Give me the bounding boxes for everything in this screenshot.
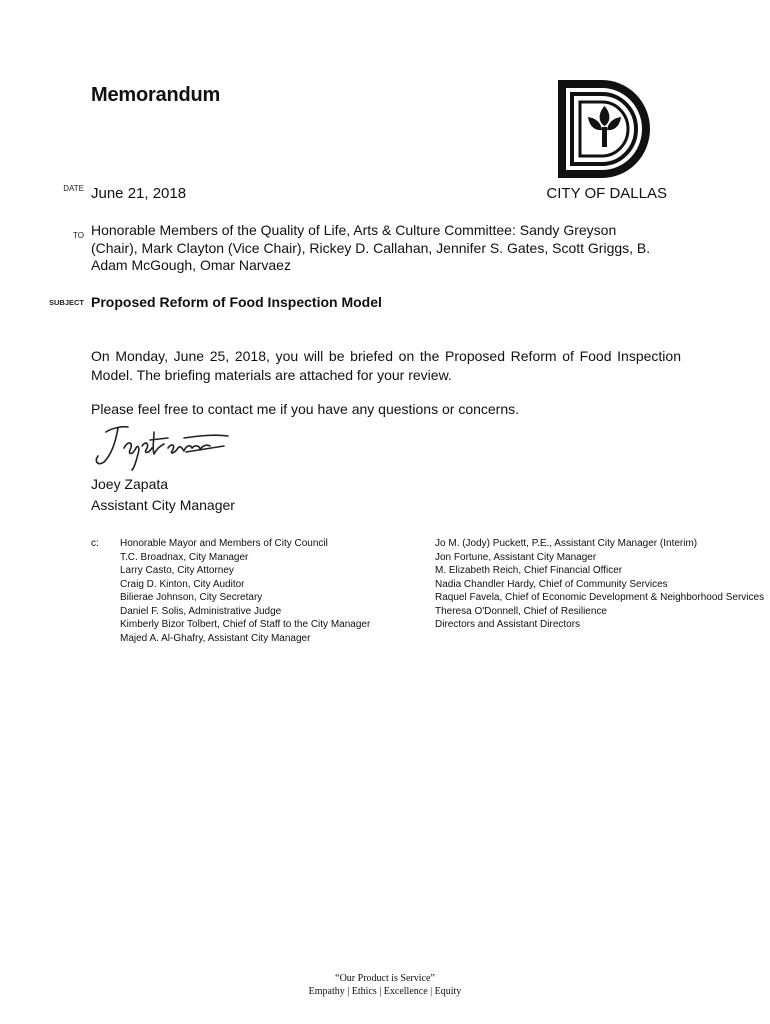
cc-item: Honorable Mayor and Members of City Council bbox=[120, 538, 328, 549]
cc-item: M. Elizabeth Reich, Chief Financial Officer bbox=[435, 565, 623, 576]
cc-item: Theresa O'Donnell, Chief of Resilience bbox=[435, 605, 607, 617]
body-paragraph-1: On Monday, June 25, 2018, you will be briefed on the Proposed Reform of Food Inspection Model. The briefing materials are attached for your review. bbox=[91, 348, 681, 383]
subject-value: Proposed Reform of Food Inspection Model bbox=[91, 294, 382, 310]
cc-item: Kimberly Bizor Tolbert, Chief of Staff to the City Manager bbox=[120, 619, 371, 630]
signatory-title: Assistant City Manager bbox=[91, 497, 235, 513]
cc-item: Raquel Favela, Chief of Economic Development & Neighborhood Services bbox=[435, 592, 765, 603]
city-of-dallas-logo-icon bbox=[558, 80, 650, 178]
footer-values: Empathy | Ethics | Excellence | Equity bbox=[308, 986, 462, 997]
to-label: TO bbox=[73, 231, 84, 240]
date-value: June 21, 2018 bbox=[91, 185, 187, 202]
cc-item: Craig D. Kinton, City Auditor bbox=[120, 578, 245, 590]
cc-item: Nadia Chandler Hardy, Chief of Community Services bbox=[435, 578, 668, 590]
memo-title: Memorandum bbox=[91, 84, 221, 106]
cc-item: Larry Casto, City Attorney bbox=[120, 565, 234, 576]
cc-item: T.C. Broadnax, City Manager bbox=[120, 551, 249, 563]
signatory-name: Joey Zapata bbox=[91, 476, 169, 492]
cc-item: Daniel F. Solis, Administrative Judge bbox=[120, 605, 282, 617]
cc-item: Jon Fortune, Assistant City Manager bbox=[435, 551, 597, 563]
cc-list-right bbox=[435, 537, 765, 632]
cc-item: Majed A. Al-Ghafry, Assistant City Manager bbox=[120, 632, 311, 644]
footer bbox=[235, 972, 535, 998]
to-recipients: Honorable Members of the Quality of Life, Arts & Culture Committee: Sandy Greyson (Chair), Mark Clayton (Vice Chair), Rickey D. Callahan, Jennifer S. Gates, Scott Griggs, B. Adam McGough, Omar Narvaez bbox=[91, 222, 651, 273]
signature-image bbox=[88, 418, 238, 473]
body-paragraph-2: Please feel free to contact me if you have any questions or concerns. bbox=[91, 401, 520, 417]
cc-list-left bbox=[120, 537, 420, 645]
cc-item: Directors and Assistant Directors bbox=[435, 619, 581, 630]
subject-label: SUBJECT bbox=[48, 298, 84, 307]
cc-label: c: bbox=[91, 538, 99, 549]
cc-item: Jo M. (Jody) Puckett, P.E., Assistant City Manager (Interim) bbox=[435, 538, 698, 549]
cc-item: Bilierae Johnson, City Secretary bbox=[120, 592, 263, 603]
footer-motto: “Our Product is Service” bbox=[335, 973, 435, 984]
org-name: CITY OF DALLAS bbox=[546, 185, 667, 202]
date-label: DATE bbox=[63, 184, 84, 193]
